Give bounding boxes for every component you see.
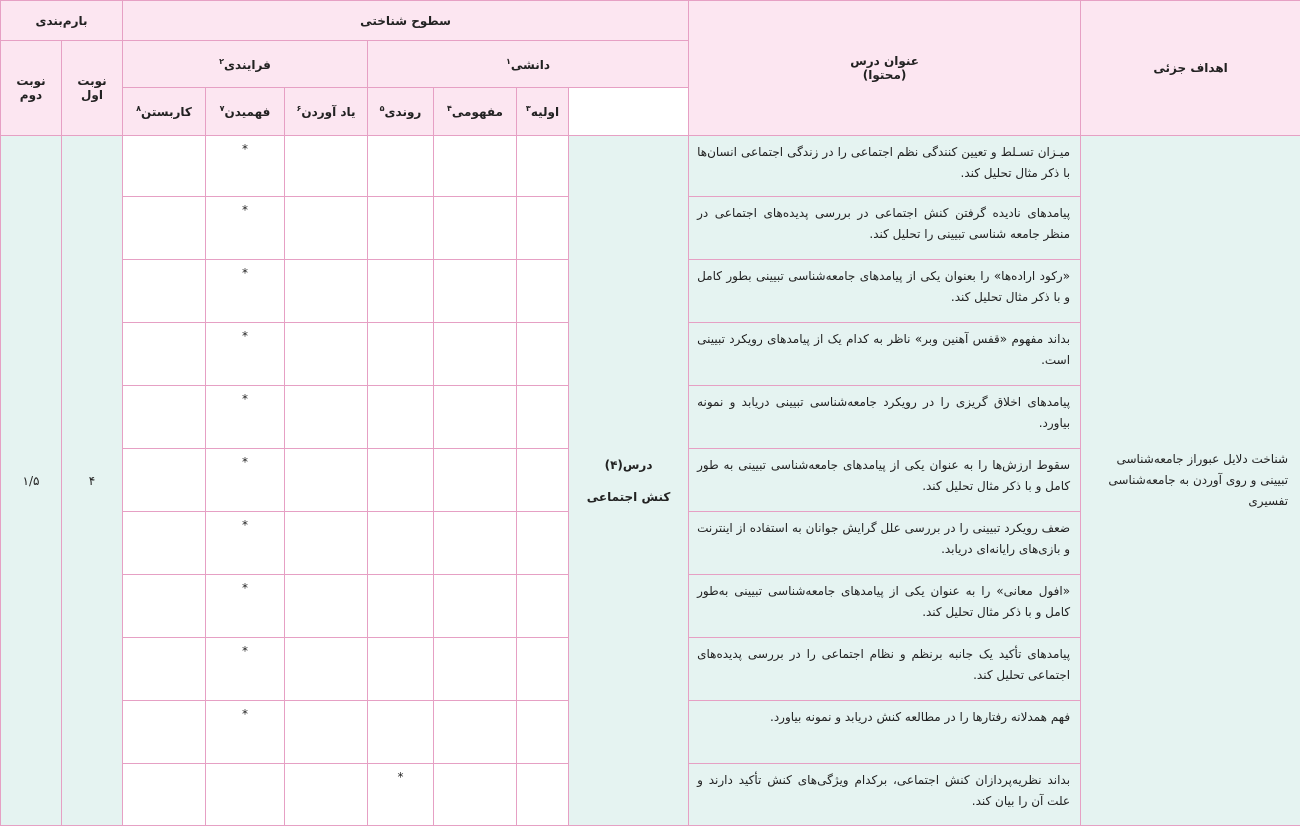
primary-footnote: ۳ [525, 104, 531, 113]
understand-footnote: ۷ [219, 104, 225, 113]
conceptual-mark-cell [434, 638, 517, 701]
partial-goals-header: اهداف جزئی [1081, 1, 1300, 136]
conceptual-label: مفهومی [451, 105, 503, 119]
recall-mark-cell [285, 136, 368, 197]
understand-mark-cell: * [206, 638, 285, 701]
conceptual-mark-cell [434, 512, 517, 575]
partial-goal-text: سقوط ارزش‌ها را به عنوان یکی از پیامدهای جامعه‌شناسی تبیینی به طور کامل و با ذکر مثال تحلیل کند. [689, 449, 1081, 512]
process-header [123, 41, 368, 88]
lesson-title-header [689, 1, 1081, 136]
understand-mark-cell: * [206, 701, 285, 764]
procedural-mark-cell [368, 512, 434, 575]
partial-goal-text: «رکود اراده‌ها» را بعنوان یکی از پیامدهای جامعه‌شناسی تبیینی بطور کامل و با ذکر مثال تحلیل کند. [689, 260, 1081, 323]
lesson-title-sublabel: (محتوا) [862, 68, 907, 82]
term-two-header: نوبت دوم [1, 41, 62, 136]
primary-mark-cell [517, 323, 569, 386]
partial-goal-text: بداند نظریه‌پردازان کنش اجتماعی، برکدام ویژگی‌های کنش تأکید دارند و علت آن را بیان کند. [689, 764, 1081, 826]
primary-mark-cell [517, 575, 569, 638]
weighting-header: بارم‌بندی [1, 1, 123, 41]
understand-mark-cell: * [206, 449, 285, 512]
apply-mark-cell [123, 764, 206, 826]
procedural-mark-cell [368, 136, 434, 197]
procedural-mark-cell [368, 197, 434, 260]
understand-mark-cell: * [206, 136, 285, 197]
primary-header [517, 88, 569, 136]
conceptual-mark-cell [434, 764, 517, 826]
procedural-mark-cell: * [368, 764, 434, 826]
knowledge-header [368, 41, 689, 88]
conceptual-mark-cell [434, 575, 517, 638]
lesson-number: درس(۴) [604, 457, 653, 472]
conceptual-mark-cell [434, 260, 517, 323]
primary-mark-cell [517, 701, 569, 764]
recall-label: یاد آوردن [301, 105, 356, 119]
lesson-title-label: عنوان درس [850, 54, 919, 68]
term-two-weight: ۱/۵ [1, 136, 62, 826]
general-goal-text: شناخت دلایل عبوراز جامعه‌شناسی تبیینی و روی آوردن به جامعه‌شناسی تفسیری [1081, 136, 1300, 826]
apply-header [123, 88, 206, 136]
procedural-mark-cell [368, 575, 434, 638]
conceptual-mark-cell [434, 449, 517, 512]
understand-mark-cell [206, 764, 285, 826]
process-label: فرایندی [224, 57, 271, 72]
apply-mark-cell [123, 701, 206, 764]
understand-mark-cell: * [206, 386, 285, 449]
partial-goal-text: میـزان تسـلط و تعیین کنندگی نظم اجتماعی را در زندگی اجتماعی انسان‌ها با ذکر مثال تحلیل کند. [689, 136, 1081, 197]
apply-mark-cell [123, 260, 206, 323]
cognitive-levels-header: سطوح شناختی [123, 1, 689, 41]
term-one-weight: ۴ [62, 136, 123, 826]
primary-mark-cell [517, 136, 569, 197]
process-footnote: ۲ [219, 56, 225, 66]
partial-goal-text: بداند مفهوم «قفس آهنین وبر» ناظر به کدام یک از پیامدهای رویکرد تبیینی است. [689, 323, 1081, 386]
primary-mark-cell [517, 512, 569, 575]
conceptual-mark-cell [434, 386, 517, 449]
knowledge-footnote: ۱ [506, 56, 511, 66]
apply-mark-cell [123, 449, 206, 512]
procedural-mark-cell [368, 323, 434, 386]
primary-mark-cell [517, 764, 569, 826]
apply-mark-cell [123, 512, 206, 575]
partial-goal-text: ضعف رویکرد تبیینی را در بررسی علل گرایش جوانان به استفاده از اینترنت و بازی‌های رایانه‌ای دریابد. [689, 512, 1081, 575]
term-one-header: نوبت اول [62, 41, 123, 136]
procedural-mark-cell [368, 386, 434, 449]
understand-header [206, 88, 285, 136]
procedural-label: روندی [384, 105, 422, 119]
recall-mark-cell [285, 701, 368, 764]
objective-row [1, 136, 1300, 197]
recall-mark-cell [285, 323, 368, 386]
recall-mark-cell [285, 386, 368, 449]
recall-mark-cell [285, 260, 368, 323]
partial-goal-text: «افول معانی» را به عنوان یکی از پیامدهای جامعه‌شناسی تبیینی به‌طور کامل و با ذکر مثال تحلیل کند. [689, 575, 1081, 638]
procedural-header [368, 88, 434, 136]
partial-goal-text: پیامدهای اخلاق گریزی را در رویکرد جامعه‌شناسی تبیینی دریابد و نمونه بیاورد. [689, 386, 1081, 449]
objectives-body [1, 136, 1300, 826]
conceptual-footnote: ۴ [447, 104, 452, 113]
apply-footnote: ۸ [136, 104, 142, 113]
procedural-mark-cell [368, 260, 434, 323]
conceptual-mark-cell [434, 136, 517, 197]
recall-mark-cell [285, 449, 368, 512]
primary-mark-cell [517, 197, 569, 260]
apply-mark-cell [123, 323, 206, 386]
understand-mark-cell: * [206, 323, 285, 386]
partial-goal-text: فهم همدلانه رفتارها را در مطالعه کنش دریابد و نمونه بیاورد. [689, 701, 1081, 764]
apply-mark-cell [123, 197, 206, 260]
apply-mark-cell [123, 386, 206, 449]
apply-mark-cell [123, 638, 206, 701]
partial-goal-text: پیامدهای نادیده گرفتن کنش اجتماعی در بررسی پدیده‌های اجتماعی در منظر جامعه شناسی تبیینی را تحلیل کند. [689, 197, 1081, 260]
recall-mark-cell [285, 197, 368, 260]
partial-goal-text: پیامدهای تأکید یک جانبه برنظم و نظام اجتماعی را در بررسی پدیده‌های اجتماعی تحلیل کند. [689, 638, 1081, 701]
recall-mark-cell [285, 764, 368, 826]
recall-header [285, 88, 368, 136]
apply-mark-cell [123, 136, 206, 197]
primary-mark-cell [517, 449, 569, 512]
understand-label: فهمیدن [224, 105, 271, 119]
lesson-name: کنش اجتماعی [586, 489, 671, 504]
knowledge-label: دانشی [510, 57, 551, 72]
understand-mark-cell: * [206, 197, 285, 260]
recall-footnote: ۶ [296, 104, 302, 113]
procedural-mark-cell [368, 449, 434, 512]
apply-mark-cell [123, 575, 206, 638]
recall-mark-cell [285, 638, 368, 701]
primary-mark-cell [517, 638, 569, 701]
recall-mark-cell [285, 512, 368, 575]
conceptual-mark-cell [434, 701, 517, 764]
primary-label: اولیه [530, 105, 560, 119]
conceptual-mark-cell [434, 197, 517, 260]
recall-mark-cell [285, 575, 368, 638]
understand-mark-cell: * [206, 260, 285, 323]
procedural-footnote: ۵ [379, 104, 385, 113]
apply-label: کاربستن [141, 105, 192, 119]
lesson-name-cell [569, 136, 689, 826]
conceptual-header [434, 88, 517, 136]
primary-mark-cell [517, 386, 569, 449]
procedural-mark-cell [368, 638, 434, 701]
procedural-mark-cell [368, 701, 434, 764]
primary-mark-cell [517, 260, 569, 323]
understand-mark-cell: * [206, 512, 285, 575]
conceptual-mark-cell [434, 323, 517, 386]
understand-mark-cell: * [206, 575, 285, 638]
